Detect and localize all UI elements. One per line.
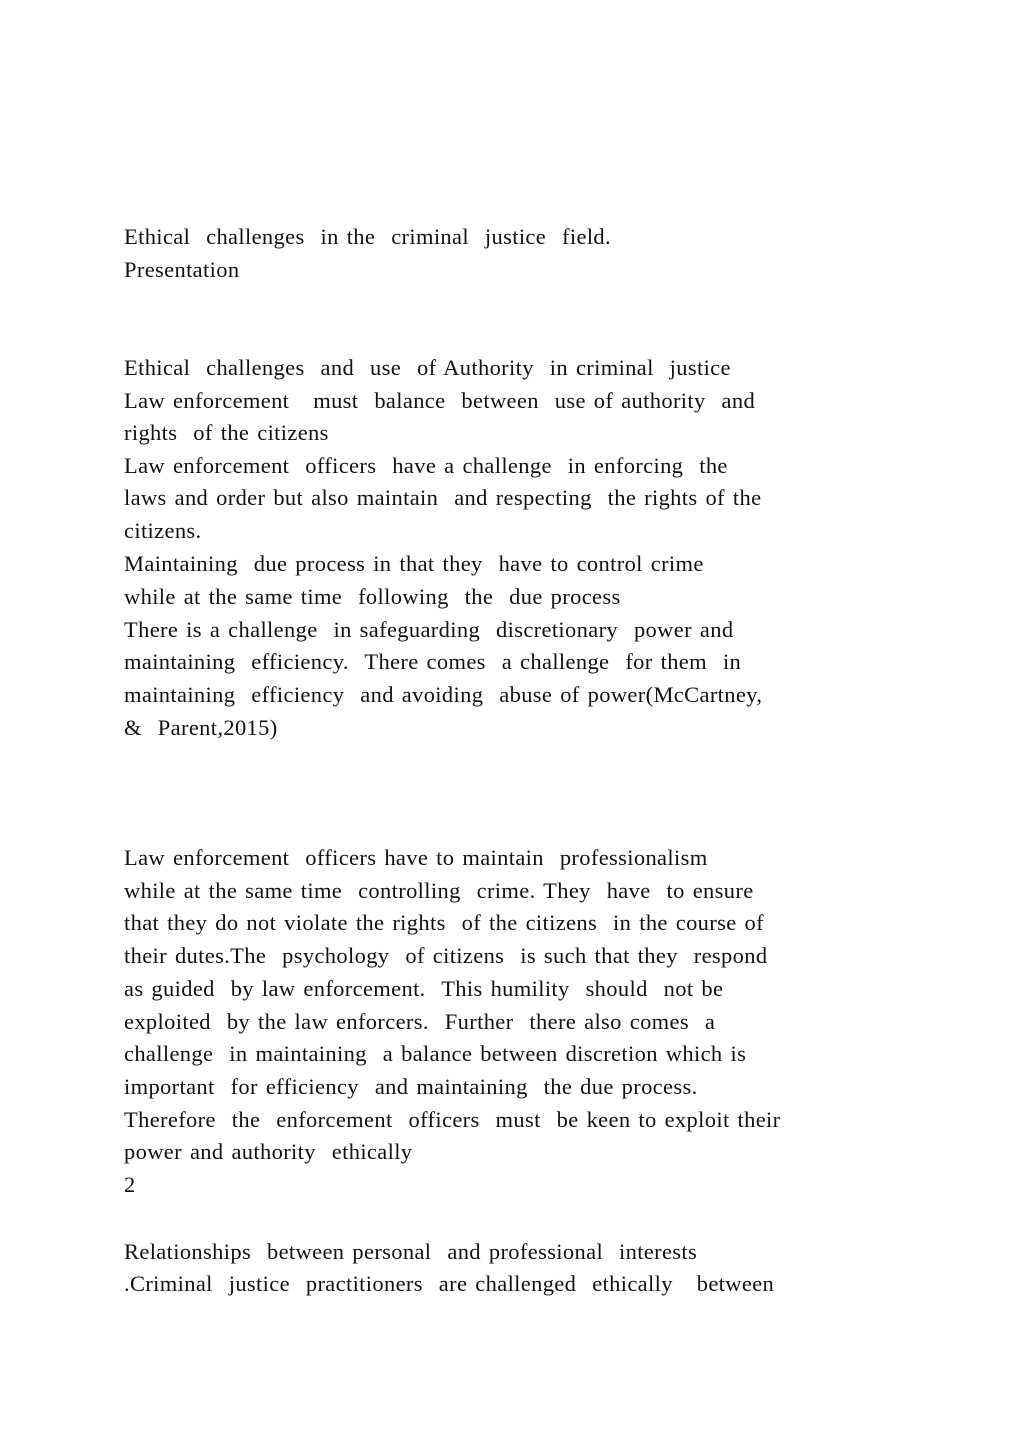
text-line: Law enforcement must balance between use of authority and (124, 388, 756, 413)
document-title-line-1: Ethical challenges in the criminal justice field. (124, 224, 611, 249)
text-line: challenge in maintaining a balance between discretion which is (124, 1041, 747, 1066)
text-line: important for efficiency and maintaining the due process. (124, 1074, 698, 1099)
text-line: while at the same time following the due process (124, 584, 621, 609)
text-line: as guided by law enforcement. This humility should not be (124, 976, 724, 1001)
page-number: 2 (124, 1172, 136, 1197)
text-line: Maintaining due process in that they have to control crime (124, 551, 704, 576)
text-line: Law enforcement officers have to maintain professionalism (124, 845, 708, 870)
text-line: exploited by the law enforcers. Further there also comes a (124, 1009, 716, 1034)
text-line: citizens. (124, 518, 202, 543)
citation-line: & Parent,2015) (124, 715, 278, 740)
document-title-line-2: Presentation (124, 257, 240, 282)
text-line: rights of the citizens (124, 420, 329, 445)
text-line: Law enforcement officers have a challenge in enforcing the (124, 453, 728, 478)
section-heading: Relationships between personal and professional interests (124, 1239, 698, 1264)
section-heading: Ethical challenges and use of Authority in criminal justice (124, 355, 731, 380)
text-line: .Criminal justice practitioners are challenged ethically between (124, 1271, 775, 1296)
text-line: There is a challenge in safeguarding discretionary power and (124, 617, 734, 642)
text-line: their dutes.The psychology of citizens is such that they respond (124, 943, 768, 968)
text-line: that they do not violate the rights of the citizens in the course of (124, 910, 764, 935)
text-line: laws and order but also maintain and respecting the rights of the (124, 485, 762, 510)
text-line: while at the same time controlling crime. They have to ensure (124, 878, 754, 903)
text-line: Therefore the enforcement officers must be keen to exploit their (124, 1107, 781, 1132)
text-line: maintaining efficiency and avoiding abuse of power(McCartney, (124, 682, 763, 707)
text-line: maintaining efficiency. There comes a challenge for them in (124, 649, 742, 674)
text-line: power and authority ethically (124, 1139, 413, 1164)
